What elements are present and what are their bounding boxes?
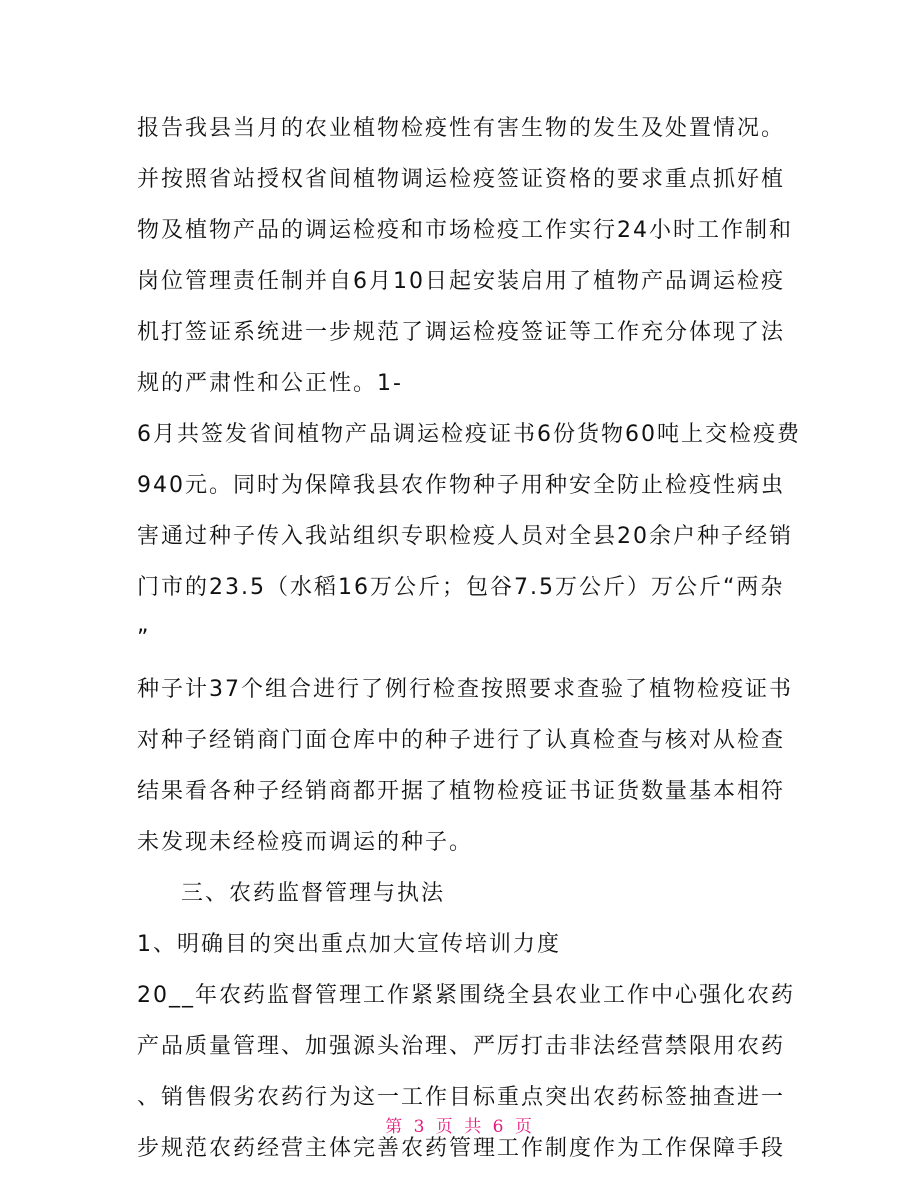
section-heading: 三、农药监督管理与执法	[181, 881, 446, 906]
body-line-6: 规的严肃性和公正性。1-	[137, 371, 403, 396]
body-line-12: 种子计37个组合进行了例行检查按照要求查验了植物检疫证书	[137, 677, 793, 702]
body-line-1: 报告我县当月的农业植物检疫性有害生物的发生及处置情况。	[137, 116, 786, 141]
body-line-2: 并按照省站授权省间植物调运检疫签证资格的要求重点抓好植	[137, 167, 786, 192]
body-line-18: 20__年农药监督管理工作紧紧围绕全县农业工作中心强化农药	[137, 983, 795, 1008]
body-line-21: 步规范农药经营主体完善农药管理工作制度作为工作保障手段	[137, 1136, 786, 1161]
body-line-3: 物及植物产品的调运检疫和市场检疫工作实行24小时工作制和	[137, 218, 793, 243]
body-line-7: 6月共签发省间植物产品调运检疫证书6份货物60吨上交检疫费	[137, 422, 801, 447]
body-line-9: 害通过种子传入我站组织专职检疫人员对全县20余户种子经销	[137, 524, 793, 549]
subsection-heading: 1、明确目的突出重点加大宣传培训力度	[137, 932, 561, 957]
body-line-11: ”	[137, 626, 151, 651]
body-line-19: 产品质量管理、加强源头治理、严厉打击非法经营禁限用农药	[137, 1034, 786, 1059]
body-line-10: 门市的23.5（水稻16万公斤；包谷7.5万公斤）万公斤“两杂	[137, 575, 785, 600]
body-line-14: 结果看各种子经销商都开据了植物检疫证书证货数量基本相符	[137, 779, 786, 804]
body-line-4: 岗位管理责任制并自6月10日起安装启用了植物产品调运检疫	[137, 269, 785, 294]
page-number-footer: 第 3 页 共 6 页	[385, 1117, 535, 1137]
document-body	[137, 103, 801, 1174]
body-line-20: 、销售假劣农药行为这一工作目标重点突出农药标签抽查进一	[137, 1085, 786, 1110]
body-line-5: 机打签证系统进一步规范了调运检疫签证等工作充分体现了法	[137, 320, 786, 345]
body-line-13: 对种子经销商门面仓库中的种子进行了认真检查与核对从检查	[137, 728, 786, 753]
body-line-15: 未发现未经检疫而调运的种子。	[137, 830, 474, 855]
body-line-8: 940元。同时为保障我县农作物种子用种安全防止检疫性病虫	[137, 473, 785, 498]
